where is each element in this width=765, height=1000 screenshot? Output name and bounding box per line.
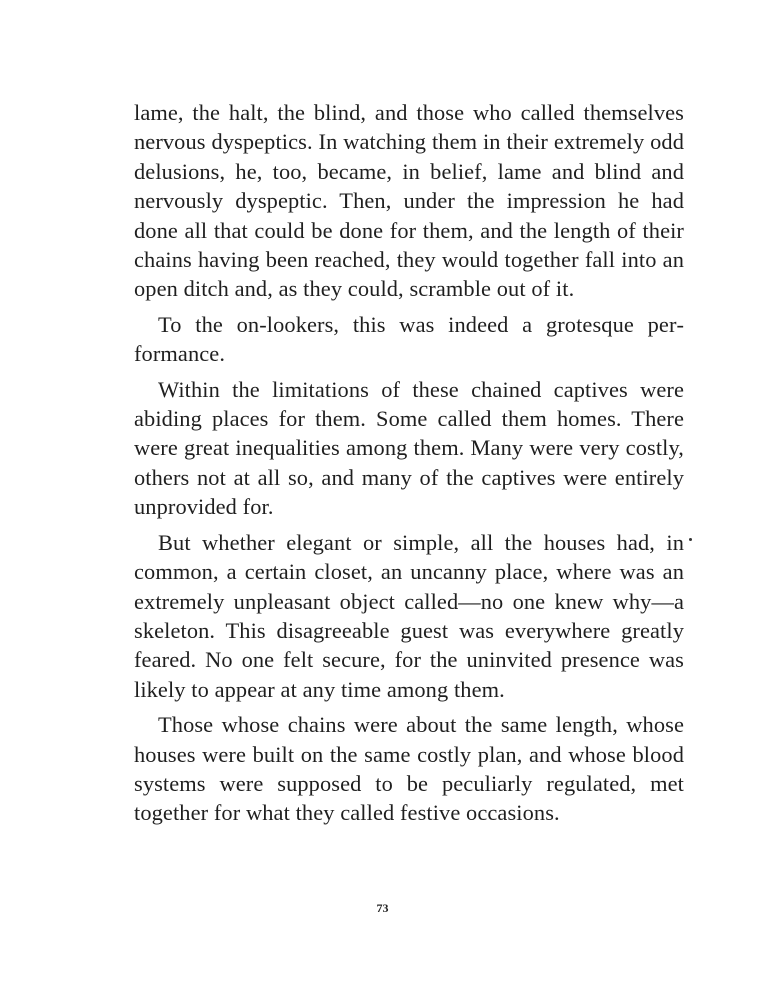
page-number: 73: [376, 901, 389, 915]
paragraph-festive-occasions: Those whose chains were about the same length, whose houses were built on the same costly plan, and whose blood systems were supposed to be peculiarly regulated, met together for what they called festive occasions.: [134, 712, 684, 826]
paragraph-abiding-places: Within the limitations of these chained captives were abiding places for them. Some called them homes. There were great inequalities among them. Many were very costly, others not at all so, and many of the captives were entirely unprovided for.: [134, 376, 684, 520]
paragraph-skeleton: But whether elegant or simple, all the houses had, in common, a certain closet, an uncanny place, where was an extremely unpleasant object called—no one knew why—a skeleton. This disagreeable guest was everywhere greatly feared. No one felt secure, for the uninvited presence was likely to appear at any time among them.: [134, 529, 684, 702]
body-text: [134, 98, 684, 834]
paragraph-onlookers: To the on-lookers, this was indeed a grotesque performance.: [134, 311, 684, 367]
print-speck: [689, 538, 692, 541]
paragraph-continued: lame, the halt, the blind, and those who called themselves nervous dyspeptics. In watching them in their extremely odd delusions, he, too, became, in belief, lame and blind and nervously dyspeptic. Then, under the impression he had done all that could be done for them, and the length of their chains having been reached, they would together fall into an open ditch and, as they could, scramble out of it.: [134, 100, 684, 302]
